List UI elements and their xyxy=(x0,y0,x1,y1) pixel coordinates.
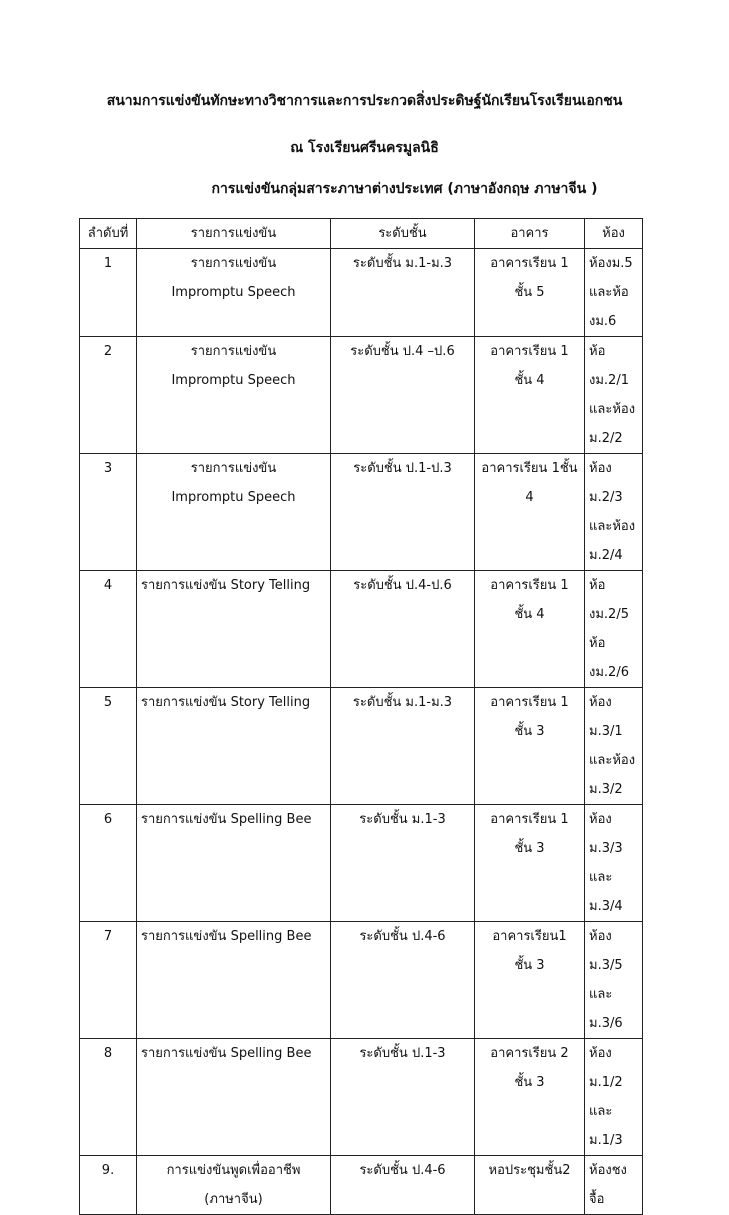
header-building: อาคาร xyxy=(475,219,585,249)
cell-room-line: ห้อง ม.3/3 xyxy=(589,812,623,856)
cell-level: ระดับชั้น ม.1-ม.3 xyxy=(331,688,475,805)
cell-event-line: การแข่งขันพูดเพื่ออาชีพ xyxy=(166,1163,301,1178)
cell-room xyxy=(585,249,643,337)
cell-room-line: และ ม.1/3 xyxy=(589,1104,623,1148)
header-no: ลำดับที่ xyxy=(80,219,137,249)
cell-building xyxy=(475,249,585,337)
cell-event xyxy=(137,1156,331,1215)
cell-room-line: ม.2/2 xyxy=(589,431,623,446)
cell-building-line: หอประชุมชั้น2 xyxy=(488,1163,571,1178)
cell-building xyxy=(475,922,585,1039)
cell-building xyxy=(475,1156,585,1215)
cell-room-line: ห้องม.2/5 xyxy=(589,578,629,622)
cell-level: ระดับชั้น ป.4-6 xyxy=(331,1156,475,1215)
cell-event-line: Impromptu Speech xyxy=(171,373,296,388)
cell-level: ระดับชั้น ม.1-3 xyxy=(331,805,475,922)
cell-building-line: ชั้น 3 xyxy=(514,841,545,856)
cell-building xyxy=(475,571,585,688)
cell-event xyxy=(137,337,331,454)
cell-room-line: และห้อง xyxy=(589,753,636,768)
cell-event-line: รายการแข่งขัน xyxy=(190,344,277,359)
cell-event xyxy=(137,454,331,571)
cell-event-line: รายการแข่งขัน Spelling Bee xyxy=(141,929,312,944)
cell-building-line: ชั้น 4 xyxy=(514,373,545,388)
cell-no: 5 xyxy=(80,688,137,805)
cell-event xyxy=(137,249,331,337)
cell-no: 3 xyxy=(80,454,137,571)
cell-no: 4 xyxy=(80,571,137,688)
cell-event-line: รายการแข่งขัน Spelling Bee xyxy=(141,1046,312,1061)
cell-room-line: ห้องม.2/1 xyxy=(589,344,629,388)
cell-event xyxy=(137,922,331,1039)
cell-room xyxy=(585,805,643,922)
cell-room-line: ห้องม.5 xyxy=(589,256,633,271)
cell-building xyxy=(475,805,585,922)
table-row xyxy=(80,454,643,571)
cell-no: 9. xyxy=(80,1156,137,1215)
cell-event xyxy=(137,1039,331,1156)
cell-building xyxy=(475,688,585,805)
cell-event-line: (ภาษาจีน) xyxy=(204,1192,263,1207)
table-row xyxy=(80,571,643,688)
cell-building-line: 4 xyxy=(525,490,534,505)
cell-event-line: รายการแข่งขัน Story Telling xyxy=(141,578,311,593)
cell-building-line: ชั้น 3 xyxy=(514,724,545,739)
cell-building-line: อาคารเรียน 1 xyxy=(490,344,569,359)
cell-building-line: อาคารเรียน 1 xyxy=(490,256,569,271)
cell-room xyxy=(585,571,643,688)
cell-room-line: ห้อง ม.2/3 xyxy=(589,461,623,505)
cell-building-line: อาคารเรียน 1 xyxy=(490,695,569,710)
cell-event-line: Impromptu Speech xyxy=(171,285,296,300)
cell-room-line: ห้อง ม.3/1 xyxy=(589,695,623,739)
cell-event-line: รายการแข่งขัน Story Telling xyxy=(141,695,311,710)
header-event: รายการแข่งขัน xyxy=(137,219,331,249)
doc-venue: ณ โรงเรียนศรีนครมูลนิธิ xyxy=(290,140,439,156)
cell-level: ระดับชั้น ป.1-ป.3 xyxy=(331,454,475,571)
table-header-row xyxy=(80,219,643,249)
cell-level: ระดับชั้น ป.1-3 xyxy=(331,1039,475,1156)
cell-room-line: ม.3/2 xyxy=(589,782,623,797)
cell-level: ระดับชั้น ป.4-ป.6 xyxy=(331,571,475,688)
cell-building xyxy=(475,454,585,571)
cell-building-line: อาคารเรียน 1 xyxy=(490,812,569,827)
table-row xyxy=(80,337,643,454)
cell-building xyxy=(475,1039,585,1156)
cell-building-line: ชั้น 5 xyxy=(514,285,545,300)
cell-room-line: ห้องม.2/6 xyxy=(589,636,629,680)
cell-room xyxy=(585,337,643,454)
cell-no: 8 xyxy=(80,1039,137,1156)
cell-room-line: และห้องม.6 xyxy=(589,285,629,329)
cell-room-line: ม.2/4 xyxy=(589,548,623,563)
cell-room-line: ห้อง ม.1/2 xyxy=(589,1046,623,1090)
cell-event xyxy=(137,571,331,688)
competition-table xyxy=(79,218,643,1215)
cell-building-line: ชั้น 3 xyxy=(514,1075,545,1090)
cell-room xyxy=(585,688,643,805)
cell-event-line: รายการแข่งขัน xyxy=(190,256,277,271)
header-level: ระดับชั้น xyxy=(331,219,475,249)
cell-event xyxy=(137,688,331,805)
cell-room-line: และห้อง xyxy=(589,519,636,534)
cell-no: 2 xyxy=(80,337,137,454)
cell-no: 6 xyxy=(80,805,137,922)
table-row xyxy=(80,922,643,1039)
cell-building xyxy=(475,337,585,454)
table-row xyxy=(80,249,643,337)
cell-event-line: รายการแข่งขัน Spelling Bee xyxy=(141,812,312,827)
cell-level: ระดับชั้น ม.1-ม.3 xyxy=(331,249,475,337)
header-room: ห้อง xyxy=(585,219,643,249)
cell-level: ระดับชั้น ป.4 –ป.6 xyxy=(331,337,475,454)
cell-room xyxy=(585,1039,643,1156)
table-row xyxy=(80,805,643,922)
cell-room-line: ห้องชงจื้อ xyxy=(589,1163,627,1207)
cell-room xyxy=(585,1156,643,1215)
cell-room-line: และ ม.3/4 xyxy=(589,870,623,914)
table-row xyxy=(80,688,643,805)
table-row xyxy=(80,1039,643,1156)
cell-room-line: และ ม.3/6 xyxy=(589,987,623,1031)
cell-building-line: อาคารเรียน1 xyxy=(492,929,567,944)
cell-level: ระดับชั้น ป.4-6 xyxy=(331,922,475,1039)
cell-building-line: อาคารเรียน 1ชั้น xyxy=(481,461,578,476)
doc-subject: การแข่งขันกลุ่มสาระภาษาต่างประเทศ (ภาษาอังกฤษ ภาษาจีน ) xyxy=(211,181,598,197)
cell-no: 1 xyxy=(80,249,137,337)
cell-room xyxy=(585,922,643,1039)
table-row xyxy=(80,1156,643,1215)
cell-event-line: รายการแข่งขัน xyxy=(190,461,277,476)
doc-title: สนามการแข่งขันทักษะทางวิชาการและการประกวดสิ่งประดิษฐ์นักเรียนโรงเรียนเอกชน xyxy=(106,93,623,109)
cell-building-line: ชั้น 3 xyxy=(514,958,545,973)
cell-building-line: อาคารเรียน 2 xyxy=(490,1046,569,1061)
cell-event xyxy=(137,805,331,922)
cell-room xyxy=(585,454,643,571)
cell-event-line: Impromptu Speech xyxy=(171,490,296,505)
cell-building-line: ชั้น 4 xyxy=(514,607,545,622)
cell-room-line: และห้อง xyxy=(589,402,636,417)
cell-room-line: ห้อง ม.3/5 xyxy=(589,929,623,973)
cell-no: 7 xyxy=(80,922,137,1039)
cell-building-line: อาคารเรียน 1 xyxy=(490,578,569,593)
